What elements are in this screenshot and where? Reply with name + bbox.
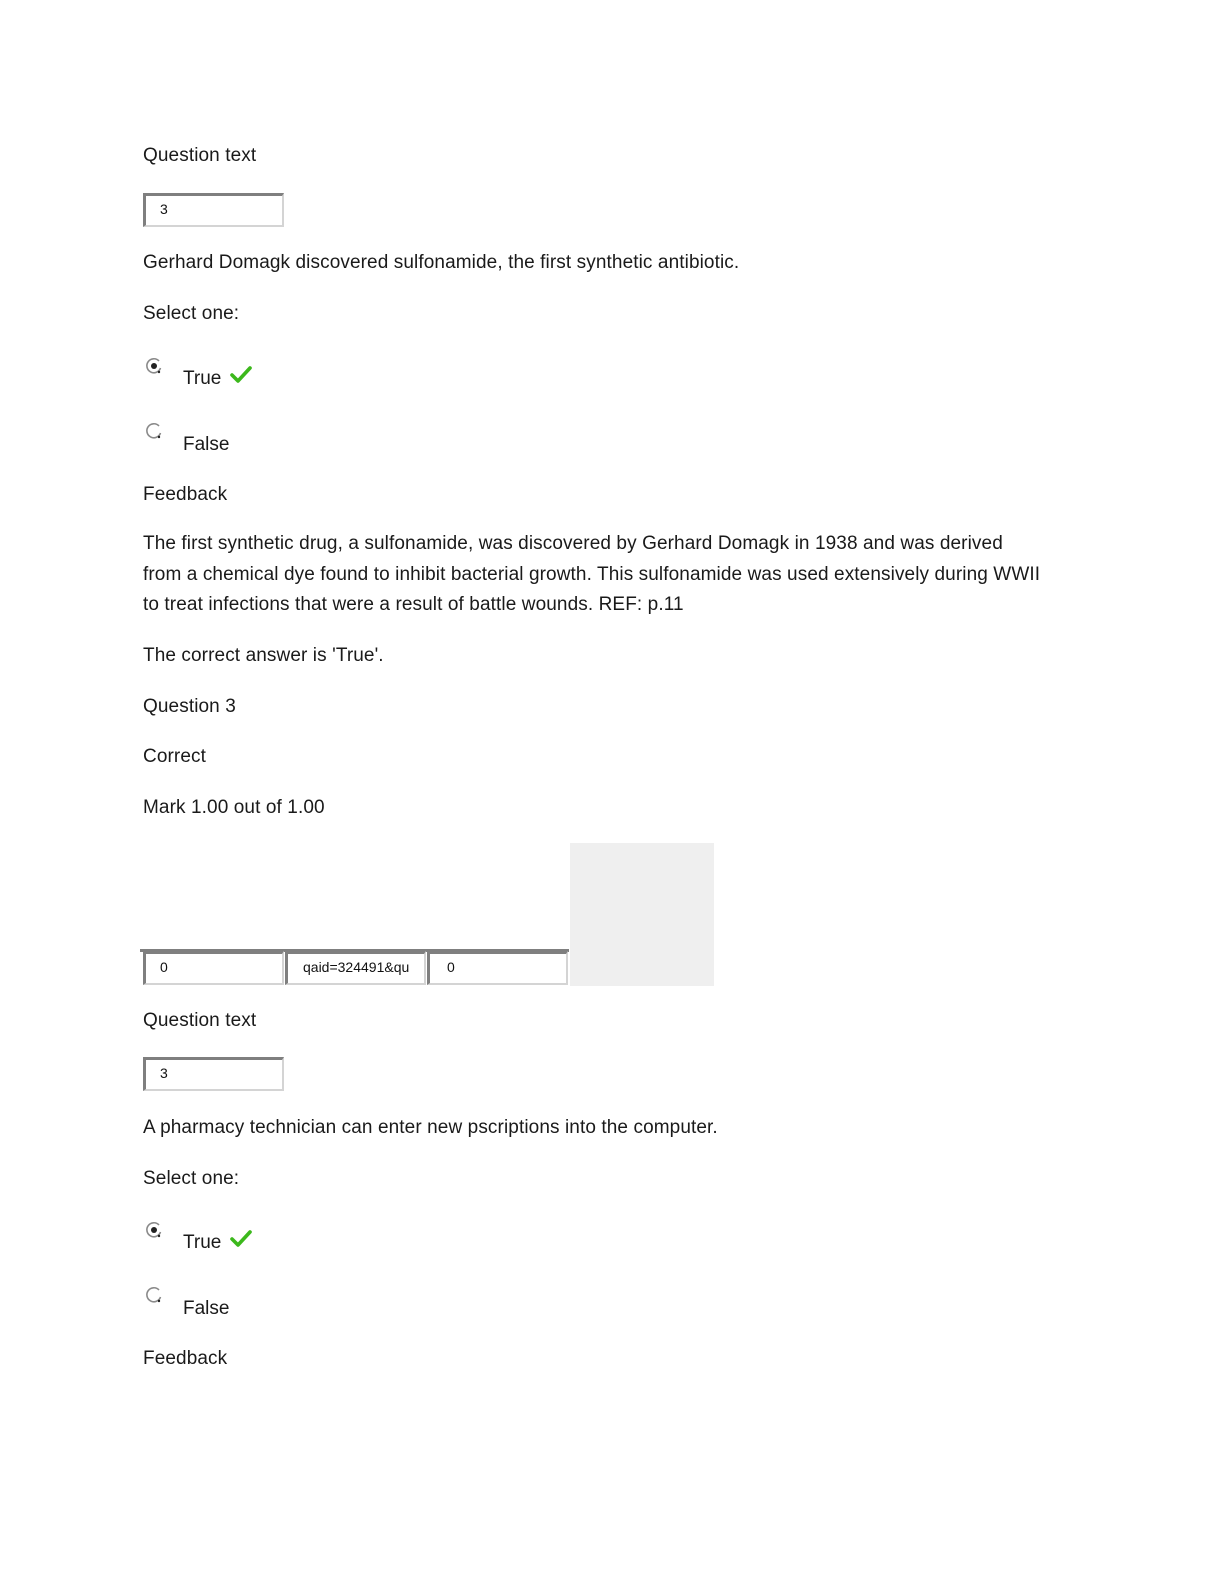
feedback-label: Feedback xyxy=(143,484,228,505)
question-number-field-2[interactable]: 3 xyxy=(143,1057,284,1091)
select-one-prompt: Select one: xyxy=(143,303,240,324)
hidden-field-qaid[interactable]: qaid=324491&qu xyxy=(285,951,426,985)
question-statement: Gerhard Domagk discovered sulfonamide, the first synthetic antibiotic. xyxy=(143,252,740,273)
feedback-label-2: Feedback xyxy=(143,1348,228,1369)
radio-selected-icon[interactable] xyxy=(145,1221,163,1239)
radio-unselected-icon[interactable] xyxy=(145,422,163,440)
option-false-label-2[interactable]: False xyxy=(183,1298,230,1319)
checkmark-icon xyxy=(230,365,252,385)
question-number-field[interactable]: 3 xyxy=(143,193,284,227)
question-text-label-2: Question text xyxy=(143,1010,257,1031)
option-true-label-2[interactable]: True xyxy=(183,1232,222,1253)
question-mark: Mark 1.00 out of 1.00 xyxy=(143,797,325,818)
checkmark-icon xyxy=(230,1229,252,1249)
option-false-label[interactable]: False xyxy=(183,434,230,455)
feedback-text: The first synthetic drug, a sulfonamide, was discovered by Gerhard Domagk in 1938 and was derived from a chemical dye found to inhibit bacterial growth. This sulfonamide was used extensively during WWII to treat infections that were a result of battle wounds. REF: p.11 xyxy=(143,533,1041,615)
option-true-label[interactable]: True xyxy=(183,368,222,389)
hidden-field-sequence[interactable]: 0 xyxy=(143,951,284,985)
question-title: Question 3 xyxy=(143,696,236,717)
question-status: Correct xyxy=(143,746,206,767)
radio-selected-icon[interactable] xyxy=(145,357,163,375)
select-one-prompt-2: Select one: xyxy=(143,1168,240,1189)
flag-placeholder-box xyxy=(570,843,714,986)
correct-answer-text: The correct answer is 'True'. xyxy=(143,645,384,666)
question-text-label: Question text xyxy=(143,145,257,166)
hidden-field-flag[interactable]: 0 xyxy=(427,951,568,985)
radio-unselected-icon[interactable] xyxy=(145,1286,163,1304)
question-statement-2: A pharmacy technician can enter new pscriptions into the computer. xyxy=(143,1117,718,1138)
